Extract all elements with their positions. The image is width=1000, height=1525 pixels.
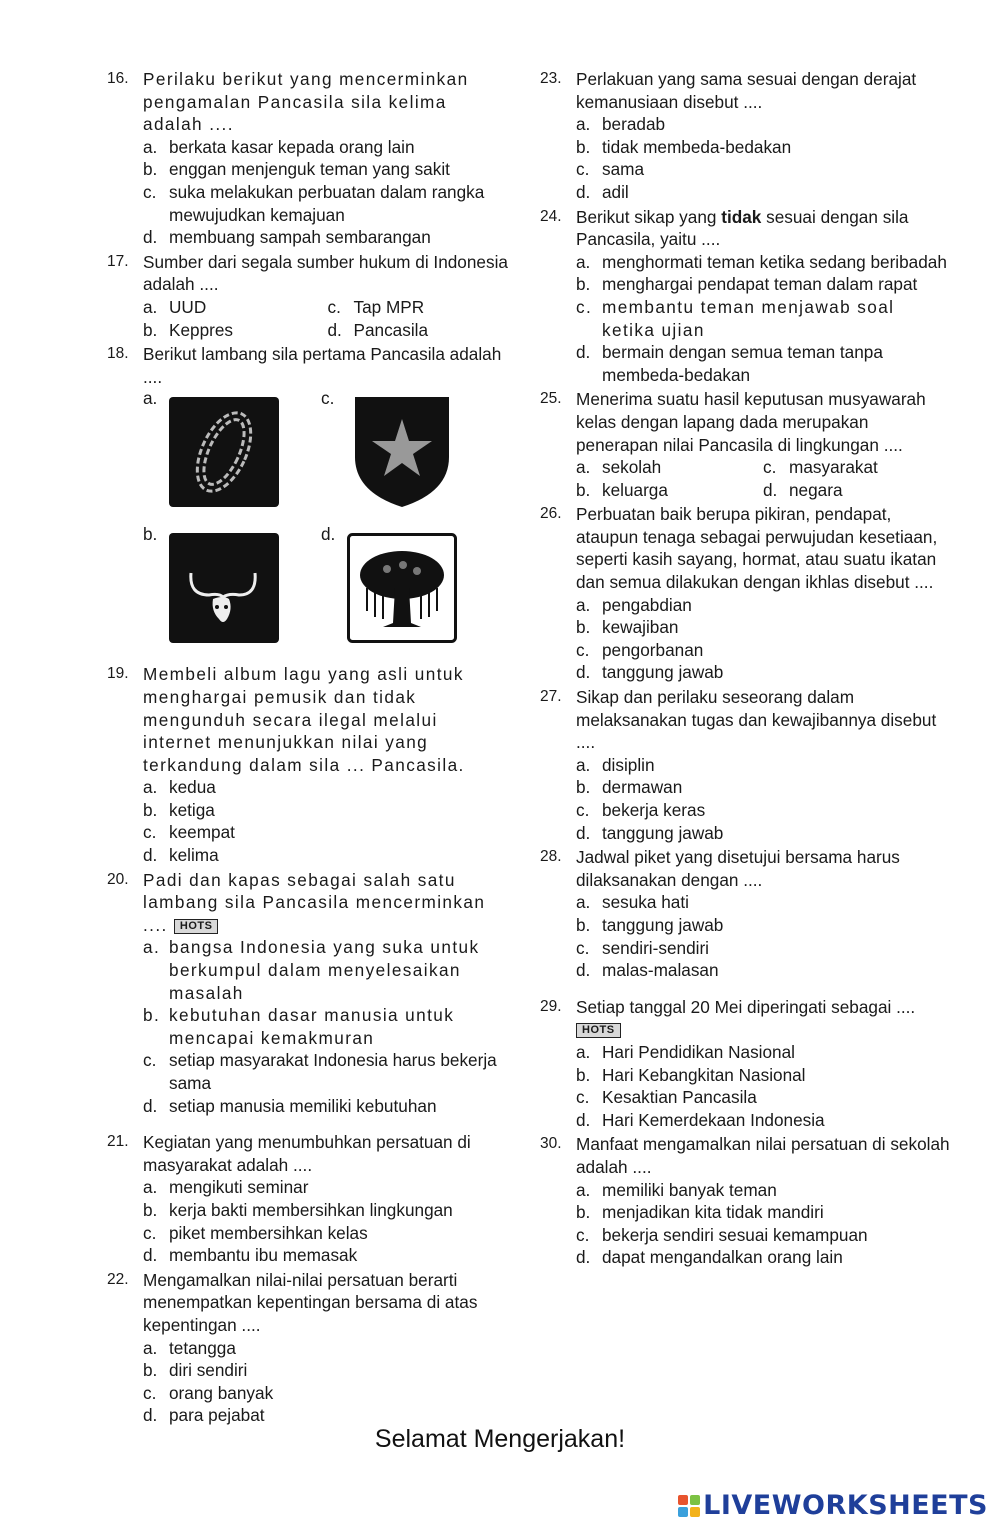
option-text: Tap MPR: [353, 296, 425, 317]
option-letter: a.: [576, 1041, 591, 1062]
option-text: tetangga: [169, 1337, 236, 1358]
footer-message: Selamat Mengerjakan!: [374, 1425, 626, 1453]
option-a[interactable]: [576, 251, 950, 274]
options-grid: [143, 296, 512, 319]
option-text: malas-malasan: [602, 960, 719, 981]
question-text: Sikap dan perilaku seseorang dalam melaksanakan tugas dan kewajibannya disebut ....: [576, 687, 937, 753]
question-number: 16.: [107, 70, 129, 87]
option-c[interactable]: [576, 158, 950, 181]
option-a[interactable]: [143, 296, 328, 319]
option-c[interactable]: [576, 937, 950, 960]
question-text: [143, 869, 512, 937]
hots-badge: HOTS: [576, 1023, 621, 1038]
star-shield-icon: [347, 397, 457, 507]
option-c[interactable]: [143, 1049, 512, 1094]
option-a[interactable]: [576, 594, 950, 617]
option-c[interactable]: [143, 181, 512, 226]
option-d[interactable]: [143, 1244, 512, 1267]
question-text: Kegiatan yang menumbuhkan persatuan di masyarakat adalah ....: [143, 1132, 471, 1175]
option-c[interactable]: [576, 1086, 950, 1109]
options-grid: [576, 456, 950, 479]
question-28: [540, 846, 950, 982]
option-text: kebutuhan dasar manusia untuk mencapai kemakmuran: [169, 1005, 455, 1048]
option-letter: d.: [576, 181, 591, 202]
option-text: kerja bakti membersihkan lingkungan: [169, 1199, 453, 1220]
option-letter: c.: [143, 1050, 157, 1071]
option-label: d.: [321, 524, 336, 545]
option-text: membuang sampah sembarangan: [169, 227, 431, 248]
option-d[interactable]: [576, 181, 950, 204]
option-text: Keppres: [169, 319, 234, 340]
question-number: 18.: [107, 345, 129, 363]
option-text: bermain dengan semua teman tanpa membeda-bedakan: [602, 342, 883, 385]
option-text: setiap manusia memiliki kebutuhan: [169, 1095, 437, 1116]
question-number: 27.: [540, 688, 562, 706]
option-d[interactable]: [763, 479, 950, 502]
option-text: dapat mengandalkan orang lain: [602, 1247, 843, 1268]
option-c[interactable]: [763, 456, 950, 479]
option-d[interactable]: [576, 822, 950, 845]
logo-square: [678, 1495, 688, 1505]
logo-square: [690, 1507, 700, 1517]
option-b[interactable]: [576, 479, 763, 502]
option-letter: c.: [576, 1224, 590, 1245]
option-letter: c.: [576, 639, 590, 660]
question-29: [540, 996, 950, 1132]
question-text: Menerima suatu hasil keputusan musyawarah kelas dengan lapang dada merupakan penerapan nilai Pancasila di lingkungan ....: [576, 389, 926, 455]
option-text: keluarga: [602, 479, 668, 500]
option-letter: b.: [143, 799, 158, 820]
option-letter: c.: [763, 457, 777, 478]
option-text: kelima: [169, 845, 219, 866]
option-c[interactable]: [143, 821, 512, 844]
question-17: [107, 251, 512, 341]
option-letter: d.: [576, 1247, 591, 1268]
option-letter: c.: [576, 1087, 590, 1108]
option-letter: c.: [576, 937, 590, 958]
option-c[interactable]: [576, 799, 950, 822]
option-text: orang banyak: [169, 1382, 274, 1403]
option-text: ketiga: [169, 799, 215, 820]
option-b[interactable]: [576, 776, 950, 799]
chain-icon: [169, 397, 279, 507]
question-text: Jadwal piket yang disetujui bersama harus dilaksanakan dengan ....: [576, 847, 900, 890]
option-b[interactable]: [143, 524, 321, 643]
option-letter: b.: [576, 1064, 591, 1085]
question-text: Berikut lambang sila pertama Pancasila adalah ....: [143, 344, 502, 387]
option-letter: d.: [576, 662, 591, 683]
option-d[interactable]: [143, 226, 512, 249]
option-a[interactable]: [576, 1041, 950, 1064]
option-b[interactable]: [576, 136, 950, 159]
option-text: enggan menjenguk teman yang sakit: [169, 159, 450, 180]
option-d[interactable]: [143, 844, 512, 867]
option-d[interactable]: [328, 319, 513, 342]
question-number: 19.: [107, 665, 129, 683]
banyan-tree-icon: [347, 533, 457, 643]
option-c[interactable]: [576, 1224, 950, 1247]
left-column: [107, 68, 512, 1429]
question-text-main: Padi dan kapas sebagai salah satu lambang sila Pancasila mencerminkan ....: [143, 869, 486, 935]
logo-square: [690, 1495, 700, 1505]
option-text: keempat: [169, 822, 235, 843]
option-letter: c.: [143, 181, 157, 202]
right-column: [540, 68, 950, 1271]
question-text: Sumber dari segala sumber hukum di Indonesia adalah ....: [143, 251, 508, 295]
option-b[interactable]: [576, 273, 950, 296]
option-letter: a.: [143, 937, 161, 958]
option-letter: b.: [576, 274, 591, 295]
option-c[interactable]: [143, 1382, 512, 1405]
option-text: membantu teman menjawab soal ketika ujian: [602, 296, 895, 340]
option-b[interactable]: [576, 616, 950, 639]
option-text: tidak membeda-bedakan: [602, 136, 792, 157]
option-a[interactable]: [576, 891, 950, 914]
question-number: 17.: [107, 252, 129, 270]
option-text: memiliki banyak teman: [602, 1179, 777, 1200]
option-letter: a.: [143, 136, 158, 157]
option-letter: a.: [576, 251, 591, 272]
option-a[interactable]: [143, 1337, 512, 1360]
option-text: membantu ibu memasak: [169, 1245, 358, 1266]
question-25: [540, 388, 950, 501]
option-a[interactable]: [576, 456, 763, 479]
option-b[interactable]: [143, 799, 512, 822]
question-text: Perilaku berikut yang mencerminkan pengamalan Pancasila sila kelima adalah ....: [143, 69, 469, 135]
question-text: [576, 996, 950, 1041]
symbol-row: [143, 524, 512, 643]
option-text: kewajiban: [602, 617, 679, 638]
option-letter: b.: [576, 136, 591, 157]
option-d[interactable]: [576, 341, 950, 386]
question-24: [540, 206, 950, 387]
options-grid: [576, 479, 950, 502]
options-grid: [143, 319, 512, 342]
question-number: 20.: [107, 870, 129, 888]
option-text: Pancasila: [353, 319, 429, 340]
option-text: setiap masyarakat Indonesia harus bekerja sama: [169, 1050, 497, 1093]
option-text: negara: [789, 479, 843, 500]
option-text: tanggung jawab: [602, 822, 724, 843]
option-letter: b.: [143, 159, 158, 180]
question-30: [540, 1133, 950, 1269]
option-text: menghormati teman ketika sedang beribadah: [602, 251, 947, 272]
option-c[interactable]: [576, 639, 950, 662]
question-20: [107, 869, 512, 1118]
option-letter: a.: [143, 1177, 158, 1198]
option-text: menghargai pendapat teman dalam rapat: [602, 274, 918, 295]
option-text: berkata kasar kepada orang lain: [169, 136, 415, 157]
option-letter: a.: [576, 457, 591, 478]
option-text: bekerja sendiri sesuai kemampuan: [602, 1224, 868, 1245]
option-text: masyarakat: [789, 457, 878, 478]
option-letter: a.: [576, 1179, 591, 1200]
option-a[interactable]: [143, 936, 512, 1004]
option-letter: c.: [327, 296, 341, 317]
option-text: bangsa Indonesia yang suka untuk berkumpul dalam menyelesaikan masalah: [169, 937, 480, 1003]
option-b[interactable]: [143, 319, 328, 342]
option-letter: d.: [143, 1245, 158, 1266]
option-b[interactable]: [576, 1064, 950, 1087]
question-number: 22.: [107, 1270, 129, 1288]
option-a[interactable]: [576, 754, 950, 777]
option-b[interactable]: [576, 1201, 950, 1224]
option-letter: b.: [143, 1199, 158, 1220]
option-text: adil: [602, 181, 629, 202]
question-text: Perlakuan yang sama sesuai dengan derajat kemanusiaan disebut ....: [576, 69, 917, 112]
option-a[interactable]: [576, 1179, 950, 1202]
option-text: tanggung jawab: [602, 914, 724, 935]
question-text: Membeli album lagu yang asli untuk menghargai pemusik dan tidak mengunduh secara ilegal melalui internet menunjukkan nilai yang terkandung dalam sila ... Pancasila.: [143, 664, 465, 775]
option-letter: b.: [143, 319, 158, 340]
option-letter: a.: [143, 777, 158, 798]
option-letter: a.: [576, 754, 591, 775]
option-text: dermawan: [602, 777, 683, 798]
option-b[interactable]: [143, 158, 512, 181]
bull-head-icon: [169, 533, 279, 643]
option-letter: b.: [143, 1005, 161, 1026]
symbol-row: [143, 388, 512, 507]
option-a[interactable]: [576, 113, 950, 136]
option-letter: b.: [576, 914, 591, 935]
option-text: menjadikan kita tidak mandiri: [602, 1202, 824, 1223]
option-letter: d.: [143, 1405, 158, 1426]
option-text: UUD: [169, 296, 207, 317]
option-letter: c.: [143, 822, 157, 843]
question-18: [107, 343, 512, 643]
option-text: pengorbanan: [602, 639, 704, 660]
question-text: Manfaat mengamalkan nilai persatuan di sekolah adalah ....: [576, 1134, 950, 1177]
question-16: [107, 68, 512, 249]
question-27: [540, 686, 950, 844]
question-19: [107, 663, 512, 866]
option-d[interactable]: [576, 661, 950, 684]
option-text: Hari Kebangkitan Nasional: [602, 1064, 806, 1085]
option-text: kedua: [169, 777, 216, 798]
option-letter: c.: [576, 159, 590, 180]
question-23: [540, 68, 950, 204]
option-label: c.: [321, 388, 335, 409]
option-b[interactable]: [143, 1004, 512, 1049]
question-21: [107, 1131, 512, 1267]
option-letter: b.: [576, 479, 591, 500]
question-text-before: Berikut sikap yang: [576, 206, 722, 227]
option-letter: c.: [143, 1222, 157, 1243]
option-b[interactable]: [576, 914, 950, 937]
option-letter: d.: [576, 822, 591, 843]
option-letter: d.: [576, 960, 591, 981]
logo-grid-icon: [678, 1495, 700, 1517]
option-letter: d.: [327, 319, 342, 340]
option-c[interactable]: [576, 296, 950, 341]
option-d[interactable]: [576, 959, 950, 982]
option-a[interactable]: [143, 1176, 512, 1199]
option-text: mengikuti seminar: [169, 1177, 309, 1198]
option-letter: d.: [576, 1109, 591, 1130]
option-text: diri sendiri: [169, 1360, 248, 1381]
question-number: 29.: [540, 997, 562, 1015]
brand-name: LIVEWORKSHEETS: [703, 1490, 988, 1521]
option-a[interactable]: [143, 776, 512, 799]
question-text-main: Setiap tanggal 20 Mei diperingati sebagai ....: [576, 996, 916, 1017]
hots-badge: HOTS: [174, 919, 219, 934]
option-letter: d.: [143, 1095, 158, 1116]
option-text: pengabdian: [602, 594, 692, 615]
option-c[interactable]: [328, 296, 513, 319]
option-letter: a.: [143, 296, 158, 317]
question-number: 28.: [540, 848, 562, 866]
option-letter: b.: [576, 1202, 591, 1223]
option-text: beradab: [602, 114, 666, 135]
option-letter: b.: [576, 777, 591, 798]
liveworksheets-logo[interactable]: [678, 1490, 988, 1521]
option-d[interactable]: [143, 1404, 512, 1427]
question-number: 25.: [540, 390, 562, 408]
question-number: 26.: [540, 505, 562, 523]
option-label: b.: [143, 524, 158, 545]
option-d[interactable]: [143, 1095, 512, 1118]
option-text: suka melakukan perbuatan dalam rangka mewujudkan kemajuan: [169, 181, 485, 225]
question-number: 24.: [540, 207, 562, 225]
option-letter: d.: [143, 845, 158, 866]
option-letter: d.: [576, 342, 591, 363]
option-letter: a.: [576, 594, 591, 615]
option-c[interactable]: [321, 388, 499, 507]
option-letter: c.: [143, 1382, 157, 1403]
question-text: [576, 206, 950, 251]
option-letter: d.: [143, 227, 158, 248]
question-number: 23.: [540, 70, 562, 87]
question-22: [107, 1269, 512, 1427]
option-letter: c.: [576, 296, 593, 317]
option-letter: b.: [143, 1360, 158, 1381]
question-number: 30.: [540, 1135, 562, 1153]
option-text: bekerja keras: [602, 800, 706, 820]
option-text: Hari Pendidikan Nasional: [602, 1041, 795, 1062]
option-d[interactable]: [321, 524, 499, 643]
logo-square: [678, 1507, 688, 1517]
option-b[interactable]: [143, 1199, 512, 1222]
option-a[interactable]: [143, 136, 512, 159]
option-text: sekolah: [602, 457, 662, 478]
option-b[interactable]: [143, 1359, 512, 1382]
option-a[interactable]: [143, 388, 321, 507]
option-d[interactable]: [576, 1109, 950, 1132]
question-number: 21.: [107, 1133, 129, 1151]
option-label: a.: [143, 388, 158, 409]
option-text: sama: [602, 159, 645, 180]
option-letter: a.: [143, 1337, 158, 1358]
question-26: [540, 503, 950, 684]
option-text: para pejabat: [169, 1405, 265, 1426]
option-letter: c.: [576, 800, 590, 820]
option-text: disiplin: [602, 754, 655, 775]
question-text: Perbuatan baik berupa pikiran, pendapat, ataupun tenaga sebagai perwujudan kesetiaan, seperti kasih sayang, hormat, atau suatu ikatan dan semua dilakukan dengan ikhlas disebut ....: [576, 504, 938, 593]
question-text: Mengamalkan nilai-nilai persatuan berarti menempatkan kepentingan bersama di atas kepentingan ....: [143, 1269, 478, 1335]
question-text-after: sesuai dengan sila Pancasila, yaitu ....: [576, 206, 909, 250]
option-text: sendiri-sendiri: [602, 937, 709, 958]
option-text: tanggung jawab: [602, 662, 724, 683]
option-letter: a.: [576, 114, 591, 135]
option-c[interactable]: [143, 1222, 512, 1245]
option-letter: d.: [763, 479, 778, 500]
option-text: Kesaktian Pancasila: [602, 1087, 757, 1108]
option-text: sesuka hati: [602, 892, 689, 913]
option-text: piket membersihkan kelas: [169, 1222, 368, 1243]
question-text-bold: tidak: [721, 206, 762, 227]
option-letter: a.: [576, 892, 591, 913]
option-d[interactable]: [576, 1246, 950, 1269]
option-letter: b.: [576, 617, 591, 638]
option-text: Hari Kemerdekaan Indonesia: [602, 1109, 825, 1130]
